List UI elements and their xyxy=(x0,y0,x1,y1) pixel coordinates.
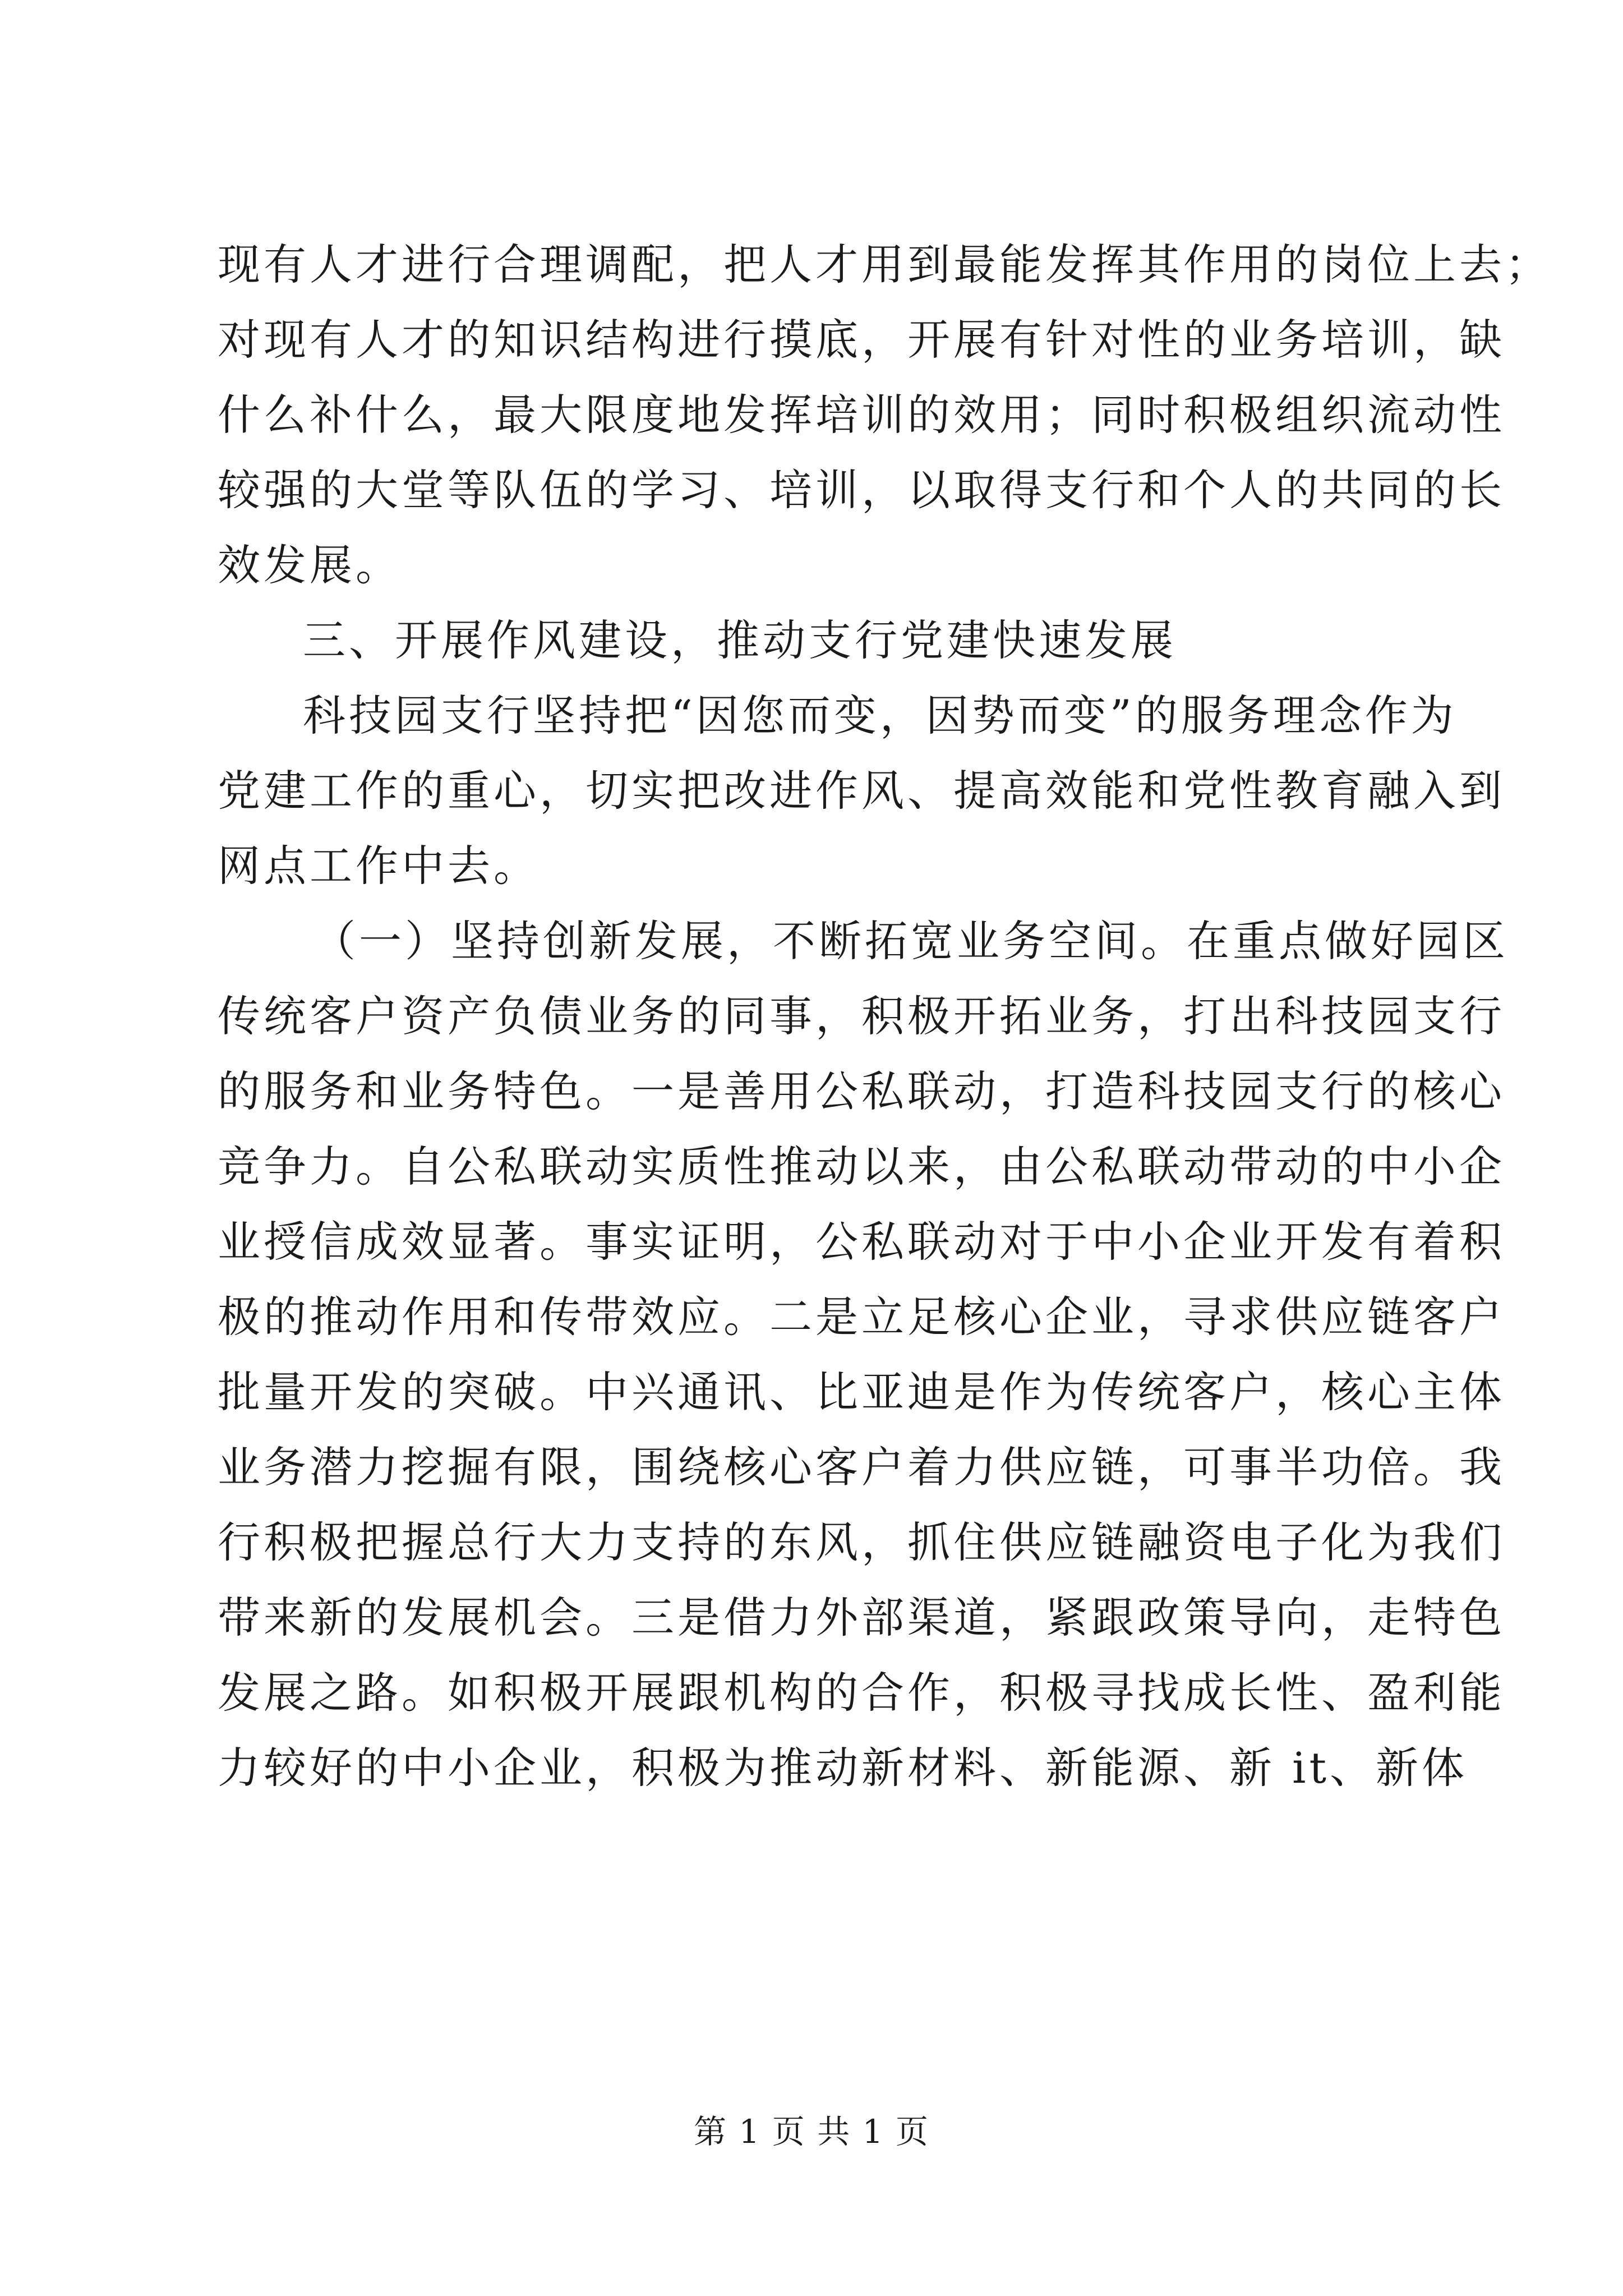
subsection-heading: （一）坚持创新发展，不断拓宽业务空间。在重点做好园区 xyxy=(313,916,1509,966)
text-line: 网点工作中去。 xyxy=(218,841,540,891)
text-line: 现有人才进行合理调配，把人才用到最能发挥其作用的岗位上去； xyxy=(218,240,1551,289)
text-line: 业授信成效显著。事实证明，公私联动对于中小企业开发有着积 xyxy=(218,1217,1505,1267)
text-line: 对现有人才的知识结构进行摸底，开展有针对性的业务培训，缺 xyxy=(218,315,1505,365)
text-line: 竞争力。自公私联动实质性推动以来，由公私联动带动的中小企 xyxy=(218,1142,1505,1191)
page-footer xyxy=(0,2109,1623,2154)
text-line: 较强的大堂等队伍的学习、培训，以取得支行和个人的共同的长 xyxy=(218,465,1505,515)
text-line: 发展之路。如积极开展跟机构的合作，积极寻找成长性、盈利能 xyxy=(218,1668,1505,1718)
text-line: 传统客户资产负债业务的同事，积极开拓业务，打出科技园支行 xyxy=(218,991,1505,1041)
text-line: 科技园支行坚持把“因您而变，因势而变”的服务理念作为 xyxy=(303,691,1457,740)
text-line: 的服务和业务特色。一是善用公私联动，打造科技园支行的核心 xyxy=(218,1066,1505,1116)
text-line: 力较好的中小企业，积极为推动新材料、新能源、新 it、新体 xyxy=(218,1743,1468,1793)
text-line: 极的推动作用和传带效应。二是立足核心企业，寻求供应链客户 xyxy=(218,1292,1505,1342)
text-line: 业务潜力挖掘有限，围绕核心客户着力供应链，可事半功倍。我 xyxy=(218,1442,1505,1492)
body-text xyxy=(218,227,1551,1806)
text-line: 批量开发的突破。中兴通讯、比亚迪是作为传统客户，核心主体 xyxy=(218,1367,1505,1417)
text-line: 效发展。 xyxy=(218,540,402,590)
text-line: 带来新的发展机会。三是借力外部渠道，紧跟政策导向，走特色 xyxy=(218,1593,1505,1642)
section-heading: 三、开展作风建设，推动支行党建快速发展 xyxy=(303,615,1177,665)
page-number-label: 第 1 页 共 1 页 xyxy=(694,2113,929,2151)
text-line: 党建工作的重心，切实把改进作风、提高效能和党性教育融入到 xyxy=(218,766,1505,816)
text-line: 行积极把握总行大力支持的东风，抓住供应链融资电子化为我们 xyxy=(218,1517,1505,1567)
text-line: 什么补什么，最大限度地发挥培训的效用；同时积极组织流动性 xyxy=(218,390,1505,440)
